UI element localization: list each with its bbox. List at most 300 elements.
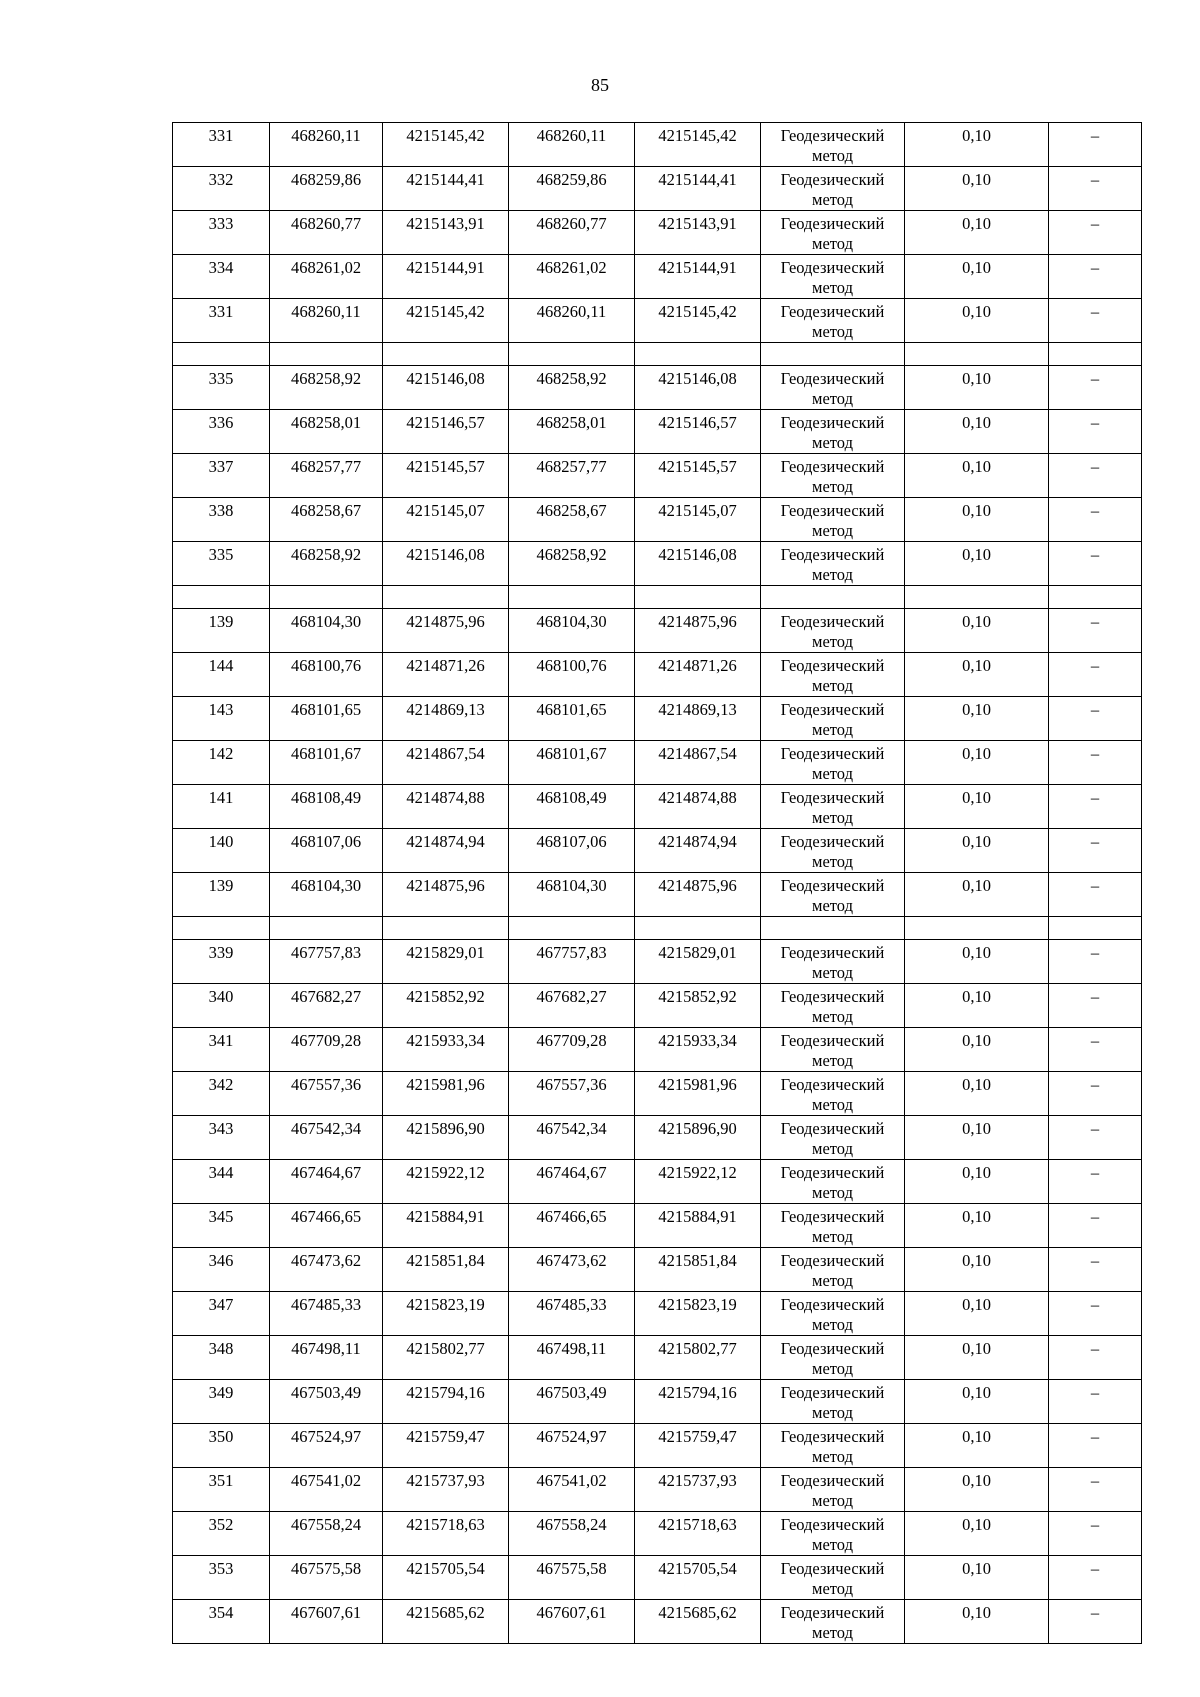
empty-cell <box>509 917 635 940</box>
point-number: 354 <box>173 1600 270 1644</box>
description-dash: – <box>1049 1380 1142 1424</box>
empty-cell <box>635 343 761 366</box>
point-number: 140 <box>173 829 270 873</box>
empty-cell <box>173 343 270 366</box>
accuracy-value: 0,10 <box>905 366 1049 410</box>
table-body <box>173 123 1142 1644</box>
empty-cell <box>270 917 383 940</box>
new-y-coordinate: 4215823,19 <box>635 1292 761 1336</box>
accuracy-value: 0,10 <box>905 1600 1049 1644</box>
existing-y-coordinate: 4214869,13 <box>383 697 509 741</box>
new-x-coordinate: 468108,49 <box>509 785 635 829</box>
existing-x-coordinate: 467709,28 <box>270 1028 383 1072</box>
determination-method: Геодезический метод <box>761 1600 905 1644</box>
determination-method: Геодезический метод <box>761 1028 905 1072</box>
table-row <box>173 1380 1142 1424</box>
table-row <box>173 410 1142 454</box>
empty-cell <box>270 586 383 609</box>
new-y-coordinate: 4215145,42 <box>635 123 761 167</box>
existing-x-coordinate: 467757,83 <box>270 940 383 984</box>
existing-x-coordinate: 468260,11 <box>270 299 383 343</box>
table-row <box>173 1116 1142 1160</box>
table-row <box>173 1072 1142 1116</box>
description-dash: – <box>1049 1204 1142 1248</box>
determination-method: Геодезический метод <box>761 653 905 697</box>
table-row <box>173 873 1142 917</box>
table-row <box>173 653 1142 697</box>
empty-cell <box>509 586 635 609</box>
table-row <box>173 1556 1142 1600</box>
point-number: 333 <box>173 211 270 255</box>
empty-cell <box>761 586 905 609</box>
existing-y-coordinate: 4214867,54 <box>383 741 509 785</box>
description-dash: – <box>1049 873 1142 917</box>
point-number: 337 <box>173 454 270 498</box>
description-dash: – <box>1049 1160 1142 1204</box>
new-y-coordinate: 4214867,54 <box>635 741 761 785</box>
existing-y-coordinate: 4215981,96 <box>383 1072 509 1116</box>
description-dash: – <box>1049 785 1142 829</box>
table-row <box>173 1600 1142 1644</box>
table-row <box>173 1160 1142 1204</box>
determination-method: Геодезический метод <box>761 609 905 653</box>
existing-x-coordinate: 468258,01 <box>270 410 383 454</box>
table-row <box>173 609 1142 653</box>
existing-y-coordinate: 4214875,96 <box>383 609 509 653</box>
new-y-coordinate: 4215794,16 <box>635 1380 761 1424</box>
determination-method: Геодезический метод <box>761 1336 905 1380</box>
existing-y-coordinate: 4215794,16 <box>383 1380 509 1424</box>
accuracy-value: 0,10 <box>905 697 1049 741</box>
table-row <box>173 1204 1142 1248</box>
new-x-coordinate: 467542,34 <box>509 1116 635 1160</box>
point-number: 336 <box>173 410 270 454</box>
new-y-coordinate: 4215718,63 <box>635 1512 761 1556</box>
point-number: 331 <box>173 123 270 167</box>
new-x-coordinate: 468104,30 <box>509 873 635 917</box>
existing-x-coordinate: 468259,86 <box>270 167 383 211</box>
determination-method: Геодезический метод <box>761 454 905 498</box>
table-row <box>173 211 1142 255</box>
description-dash: – <box>1049 1424 1142 1468</box>
point-number: 335 <box>173 366 270 410</box>
accuracy-value: 0,10 <box>905 741 1049 785</box>
point-number: 339 <box>173 940 270 984</box>
determination-method: Геодезический метод <box>761 697 905 741</box>
existing-y-coordinate: 4215737,93 <box>383 1468 509 1512</box>
table-row <box>173 697 1142 741</box>
new-x-coordinate: 467558,24 <box>509 1512 635 1556</box>
empty-cell <box>905 586 1049 609</box>
existing-y-coordinate: 4215685,62 <box>383 1600 509 1644</box>
accuracy-value: 0,10 <box>905 609 1049 653</box>
empty-cell <box>635 917 761 940</box>
determination-method: Геодезический метод <box>761 1292 905 1336</box>
existing-y-coordinate: 4215144,41 <box>383 167 509 211</box>
determination-method: Геодезический метод <box>761 1116 905 1160</box>
existing-y-coordinate: 4215718,63 <box>383 1512 509 1556</box>
existing-x-coordinate: 468261,02 <box>270 255 383 299</box>
existing-y-coordinate: 4214875,96 <box>383 873 509 917</box>
new-x-coordinate: 468258,92 <box>509 542 635 586</box>
point-number: 335 <box>173 542 270 586</box>
new-y-coordinate: 4214871,26 <box>635 653 761 697</box>
existing-x-coordinate: 467524,97 <box>270 1424 383 1468</box>
accuracy-value: 0,10 <box>905 984 1049 1028</box>
accuracy-value: 0,10 <box>905 1380 1049 1424</box>
empty-cell <box>509 343 635 366</box>
new-y-coordinate: 4215884,91 <box>635 1204 761 1248</box>
point-number: 340 <box>173 984 270 1028</box>
description-dash: – <box>1049 653 1142 697</box>
table-row <box>173 1512 1142 1556</box>
point-number: 342 <box>173 1072 270 1116</box>
existing-y-coordinate: 4215884,91 <box>383 1204 509 1248</box>
coordinates-table <box>172 122 1142 1644</box>
new-x-coordinate: 467575,58 <box>509 1556 635 1600</box>
table-row <box>173 1248 1142 1292</box>
existing-x-coordinate: 468258,92 <box>270 366 383 410</box>
existing-y-coordinate: 4215896,90 <box>383 1116 509 1160</box>
accuracy-value: 0,10 <box>905 542 1049 586</box>
accuracy-value: 0,10 <box>905 785 1049 829</box>
new-x-coordinate: 467464,67 <box>509 1160 635 1204</box>
description-dash: – <box>1049 211 1142 255</box>
determination-method: Геодезический метод <box>761 1556 905 1600</box>
determination-method: Геодезический метод <box>761 498 905 542</box>
new-x-coordinate: 467473,62 <box>509 1248 635 1292</box>
description-dash: – <box>1049 1512 1142 1556</box>
existing-y-coordinate: 4214874,94 <box>383 829 509 873</box>
new-x-coordinate: 468100,76 <box>509 653 635 697</box>
description-dash: – <box>1049 1468 1142 1512</box>
description-dash: – <box>1049 299 1142 343</box>
new-y-coordinate: 4215145,57 <box>635 454 761 498</box>
point-number: 343 <box>173 1116 270 1160</box>
description-dash: – <box>1049 741 1142 785</box>
accuracy-value: 0,10 <box>905 454 1049 498</box>
determination-method: Геодезический метод <box>761 1072 905 1116</box>
new-y-coordinate: 4215851,84 <box>635 1248 761 1292</box>
accuracy-value: 0,10 <box>905 940 1049 984</box>
description-dash: – <box>1049 366 1142 410</box>
new-x-coordinate: 468107,06 <box>509 829 635 873</box>
point-number: 143 <box>173 697 270 741</box>
description-dash: – <box>1049 609 1142 653</box>
table-row <box>173 167 1142 211</box>
existing-y-coordinate: 4215759,47 <box>383 1424 509 1468</box>
existing-y-coordinate: 4215933,34 <box>383 1028 509 1072</box>
determination-method: Геодезический метод <box>761 1160 905 1204</box>
existing-y-coordinate: 4215829,01 <box>383 940 509 984</box>
table-row <box>173 299 1142 343</box>
table-row <box>173 255 1142 299</box>
new-x-coordinate: 467498,11 <box>509 1336 635 1380</box>
new-x-coordinate: 467709,28 <box>509 1028 635 1072</box>
description-dash: – <box>1049 1556 1142 1600</box>
new-x-coordinate: 467524,97 <box>509 1424 635 1468</box>
determination-method: Геодезический метод <box>761 1204 905 1248</box>
description-dash: – <box>1049 829 1142 873</box>
accuracy-value: 0,10 <box>905 1160 1049 1204</box>
determination-method: Геодезический метод <box>761 542 905 586</box>
existing-y-coordinate: 4215852,92 <box>383 984 509 1028</box>
table-row <box>173 454 1142 498</box>
table-row <box>173 123 1142 167</box>
point-number: 139 <box>173 609 270 653</box>
new-x-coordinate: 468258,67 <box>509 498 635 542</box>
determination-method: Геодезический метод <box>761 410 905 454</box>
accuracy-value: 0,10 <box>905 1028 1049 1072</box>
new-x-coordinate: 468259,86 <box>509 167 635 211</box>
accuracy-value: 0,10 <box>905 123 1049 167</box>
empty-cell <box>905 917 1049 940</box>
accuracy-value: 0,10 <box>905 1556 1049 1600</box>
empty-cell <box>383 343 509 366</box>
new-y-coordinate: 4214869,13 <box>635 697 761 741</box>
new-y-coordinate: 4214874,94 <box>635 829 761 873</box>
empty-cell <box>383 586 509 609</box>
new-y-coordinate: 4215705,54 <box>635 1556 761 1600</box>
description-dash: – <box>1049 940 1142 984</box>
table-row <box>173 1336 1142 1380</box>
point-number: 345 <box>173 1204 270 1248</box>
accuracy-value: 0,10 <box>905 1248 1049 1292</box>
new-y-coordinate: 4214874,88 <box>635 785 761 829</box>
new-y-coordinate: 4214875,96 <box>635 609 761 653</box>
new-y-coordinate: 4215896,90 <box>635 1116 761 1160</box>
description-dash: – <box>1049 1292 1142 1336</box>
determination-method: Геодезический метод <box>761 299 905 343</box>
accuracy-value: 0,10 <box>905 1072 1049 1116</box>
description-dash: – <box>1049 167 1142 211</box>
point-number: 332 <box>173 167 270 211</box>
separator-row <box>173 343 1142 366</box>
page-number: 85 <box>591 75 609 95</box>
new-x-coordinate: 468101,67 <box>509 741 635 785</box>
point-number: 142 <box>173 741 270 785</box>
empty-cell <box>173 586 270 609</box>
new-y-coordinate: 4215852,92 <box>635 984 761 1028</box>
table-row <box>173 366 1142 410</box>
existing-x-coordinate: 468101,65 <box>270 697 383 741</box>
new-y-coordinate: 4214875,96 <box>635 873 761 917</box>
new-x-coordinate: 467757,83 <box>509 940 635 984</box>
existing-y-coordinate: 4214874,88 <box>383 785 509 829</box>
new-y-coordinate: 4215933,34 <box>635 1028 761 1072</box>
new-x-coordinate: 468258,01 <box>509 410 635 454</box>
new-y-coordinate: 4215146,08 <box>635 542 761 586</box>
existing-y-coordinate: 4215144,91 <box>383 255 509 299</box>
determination-method: Геодезический метод <box>761 1248 905 1292</box>
empty-cell <box>761 343 905 366</box>
existing-x-coordinate: 468108,49 <box>270 785 383 829</box>
existing-y-coordinate: 4215823,19 <box>383 1292 509 1336</box>
empty-cell <box>1049 917 1142 940</box>
new-x-coordinate: 468257,77 <box>509 454 635 498</box>
accuracy-value: 0,10 <box>905 1336 1049 1380</box>
point-number: 346 <box>173 1248 270 1292</box>
table-row <box>173 940 1142 984</box>
new-y-coordinate: 4215685,62 <box>635 1600 761 1644</box>
existing-x-coordinate: 468260,11 <box>270 123 383 167</box>
new-y-coordinate: 4215981,96 <box>635 1072 761 1116</box>
existing-y-coordinate: 4215922,12 <box>383 1160 509 1204</box>
existing-x-coordinate: 467575,58 <box>270 1556 383 1600</box>
point-number: 144 <box>173 653 270 697</box>
new-x-coordinate: 468260,77 <box>509 211 635 255</box>
table-row <box>173 1468 1142 1512</box>
new-y-coordinate: 4215922,12 <box>635 1160 761 1204</box>
table-row <box>173 984 1142 1028</box>
determination-method: Геодезический метод <box>761 873 905 917</box>
point-number: 352 <box>173 1512 270 1556</box>
accuracy-value: 0,10 <box>905 653 1049 697</box>
determination-method: Геодезический метод <box>761 1380 905 1424</box>
determination-method: Геодезический метод <box>761 829 905 873</box>
new-y-coordinate: 4215144,41 <box>635 167 761 211</box>
accuracy-value: 0,10 <box>905 1204 1049 1248</box>
point-number: 141 <box>173 785 270 829</box>
determination-method: Геодезический метод <box>761 1468 905 1512</box>
existing-x-coordinate: 468101,67 <box>270 741 383 785</box>
accuracy-value: 0,10 <box>905 167 1049 211</box>
accuracy-value: 0,10 <box>905 1512 1049 1556</box>
table-row <box>173 741 1142 785</box>
existing-x-coordinate: 468258,92 <box>270 542 383 586</box>
description-dash: – <box>1049 1248 1142 1292</box>
existing-y-coordinate: 4215851,84 <box>383 1248 509 1292</box>
determination-method: Геодезический метод <box>761 741 905 785</box>
existing-x-coordinate: 467473,62 <box>270 1248 383 1292</box>
accuracy-value: 0,10 <box>905 255 1049 299</box>
description-dash: – <box>1049 1600 1142 1644</box>
point-number: 331 <box>173 299 270 343</box>
new-y-coordinate: 4215146,57 <box>635 410 761 454</box>
accuracy-value: 0,10 <box>905 873 1049 917</box>
existing-y-coordinate: 4214871,26 <box>383 653 509 697</box>
empty-cell <box>173 917 270 940</box>
existing-x-coordinate: 467607,61 <box>270 1600 383 1644</box>
new-x-coordinate: 467503,49 <box>509 1380 635 1424</box>
new-x-coordinate: 468260,11 <box>509 123 635 167</box>
point-number: 338 <box>173 498 270 542</box>
empty-cell <box>1049 586 1142 609</box>
point-number: 139 <box>173 873 270 917</box>
new-x-coordinate: 467607,61 <box>509 1600 635 1644</box>
new-y-coordinate: 4215144,91 <box>635 255 761 299</box>
empty-cell <box>1049 343 1142 366</box>
description-dash: – <box>1049 1072 1142 1116</box>
table-row <box>173 785 1142 829</box>
accuracy-value: 0,10 <box>905 1116 1049 1160</box>
new-x-coordinate: 467466,65 <box>509 1204 635 1248</box>
description-dash: – <box>1049 984 1142 1028</box>
new-y-coordinate: 4215737,93 <box>635 1468 761 1512</box>
existing-y-coordinate: 4215146,08 <box>383 542 509 586</box>
empty-cell <box>905 343 1049 366</box>
existing-x-coordinate: 468107,06 <box>270 829 383 873</box>
existing-x-coordinate: 467498,11 <box>270 1336 383 1380</box>
accuracy-value: 0,10 <box>905 1292 1049 1336</box>
empty-cell <box>635 586 761 609</box>
description-dash: – <box>1049 410 1142 454</box>
existing-y-coordinate: 4215145,42 <box>383 123 509 167</box>
table-row <box>173 1424 1142 1468</box>
existing-y-coordinate: 4215146,57 <box>383 410 509 454</box>
existing-x-coordinate: 468104,30 <box>270 873 383 917</box>
existing-x-coordinate: 468104,30 <box>270 609 383 653</box>
determination-method: Геодезический метод <box>761 984 905 1028</box>
existing-x-coordinate: 467541,02 <box>270 1468 383 1512</box>
empty-cell <box>383 917 509 940</box>
new-x-coordinate: 467485,33 <box>509 1292 635 1336</box>
existing-x-coordinate: 468257,77 <box>270 454 383 498</box>
accuracy-value: 0,10 <box>905 211 1049 255</box>
accuracy-value: 0,10 <box>905 829 1049 873</box>
existing-x-coordinate: 468258,67 <box>270 498 383 542</box>
separator-row <box>173 586 1142 609</box>
determination-method: Геодезический метод <box>761 785 905 829</box>
existing-y-coordinate: 4215145,42 <box>383 299 509 343</box>
existing-x-coordinate: 468260,77 <box>270 211 383 255</box>
description-dash: – <box>1049 255 1142 299</box>
point-number: 353 <box>173 1556 270 1600</box>
new-y-coordinate: 4215829,01 <box>635 940 761 984</box>
separator-row <box>173 917 1142 940</box>
existing-y-coordinate: 4215146,08 <box>383 366 509 410</box>
new-y-coordinate: 4215145,07 <box>635 498 761 542</box>
new-y-coordinate: 4215146,08 <box>635 366 761 410</box>
new-x-coordinate: 468101,65 <box>509 697 635 741</box>
point-number: 344 <box>173 1160 270 1204</box>
determination-method: Геодезический метод <box>761 123 905 167</box>
new-x-coordinate: 467682,27 <box>509 984 635 1028</box>
existing-x-coordinate: 467542,34 <box>270 1116 383 1160</box>
new-y-coordinate: 4215759,47 <box>635 1424 761 1468</box>
existing-x-coordinate: 467485,33 <box>270 1292 383 1336</box>
table-row <box>173 829 1142 873</box>
new-x-coordinate: 468258,92 <box>509 366 635 410</box>
determination-method: Геодезический метод <box>761 211 905 255</box>
existing-x-coordinate: 468100,76 <box>270 653 383 697</box>
point-number: 348 <box>173 1336 270 1380</box>
accuracy-value: 0,10 <box>905 299 1049 343</box>
table-row <box>173 1292 1142 1336</box>
table-row <box>173 498 1142 542</box>
existing-x-coordinate: 467466,65 <box>270 1204 383 1248</box>
accuracy-value: 0,10 <box>905 498 1049 542</box>
description-dash: – <box>1049 454 1142 498</box>
existing-y-coordinate: 4215802,77 <box>383 1336 509 1380</box>
existing-y-coordinate: 4215143,91 <box>383 211 509 255</box>
existing-y-coordinate: 4215705,54 <box>383 1556 509 1600</box>
new-x-coordinate: 468104,30 <box>509 609 635 653</box>
description-dash: – <box>1049 697 1142 741</box>
new-x-coordinate: 467557,36 <box>509 1072 635 1116</box>
existing-x-coordinate: 467682,27 <box>270 984 383 1028</box>
determination-method: Геодезический метод <box>761 940 905 984</box>
description-dash: – <box>1049 123 1142 167</box>
point-number: 334 <box>173 255 270 299</box>
accuracy-value: 0,10 <box>905 1468 1049 1512</box>
new-x-coordinate: 467541,02 <box>509 1468 635 1512</box>
description-dash: – <box>1049 498 1142 542</box>
table-row <box>173 542 1142 586</box>
existing-x-coordinate: 467464,67 <box>270 1160 383 1204</box>
determination-method: Геодезический метод <box>761 167 905 211</box>
description-dash: – <box>1049 1116 1142 1160</box>
